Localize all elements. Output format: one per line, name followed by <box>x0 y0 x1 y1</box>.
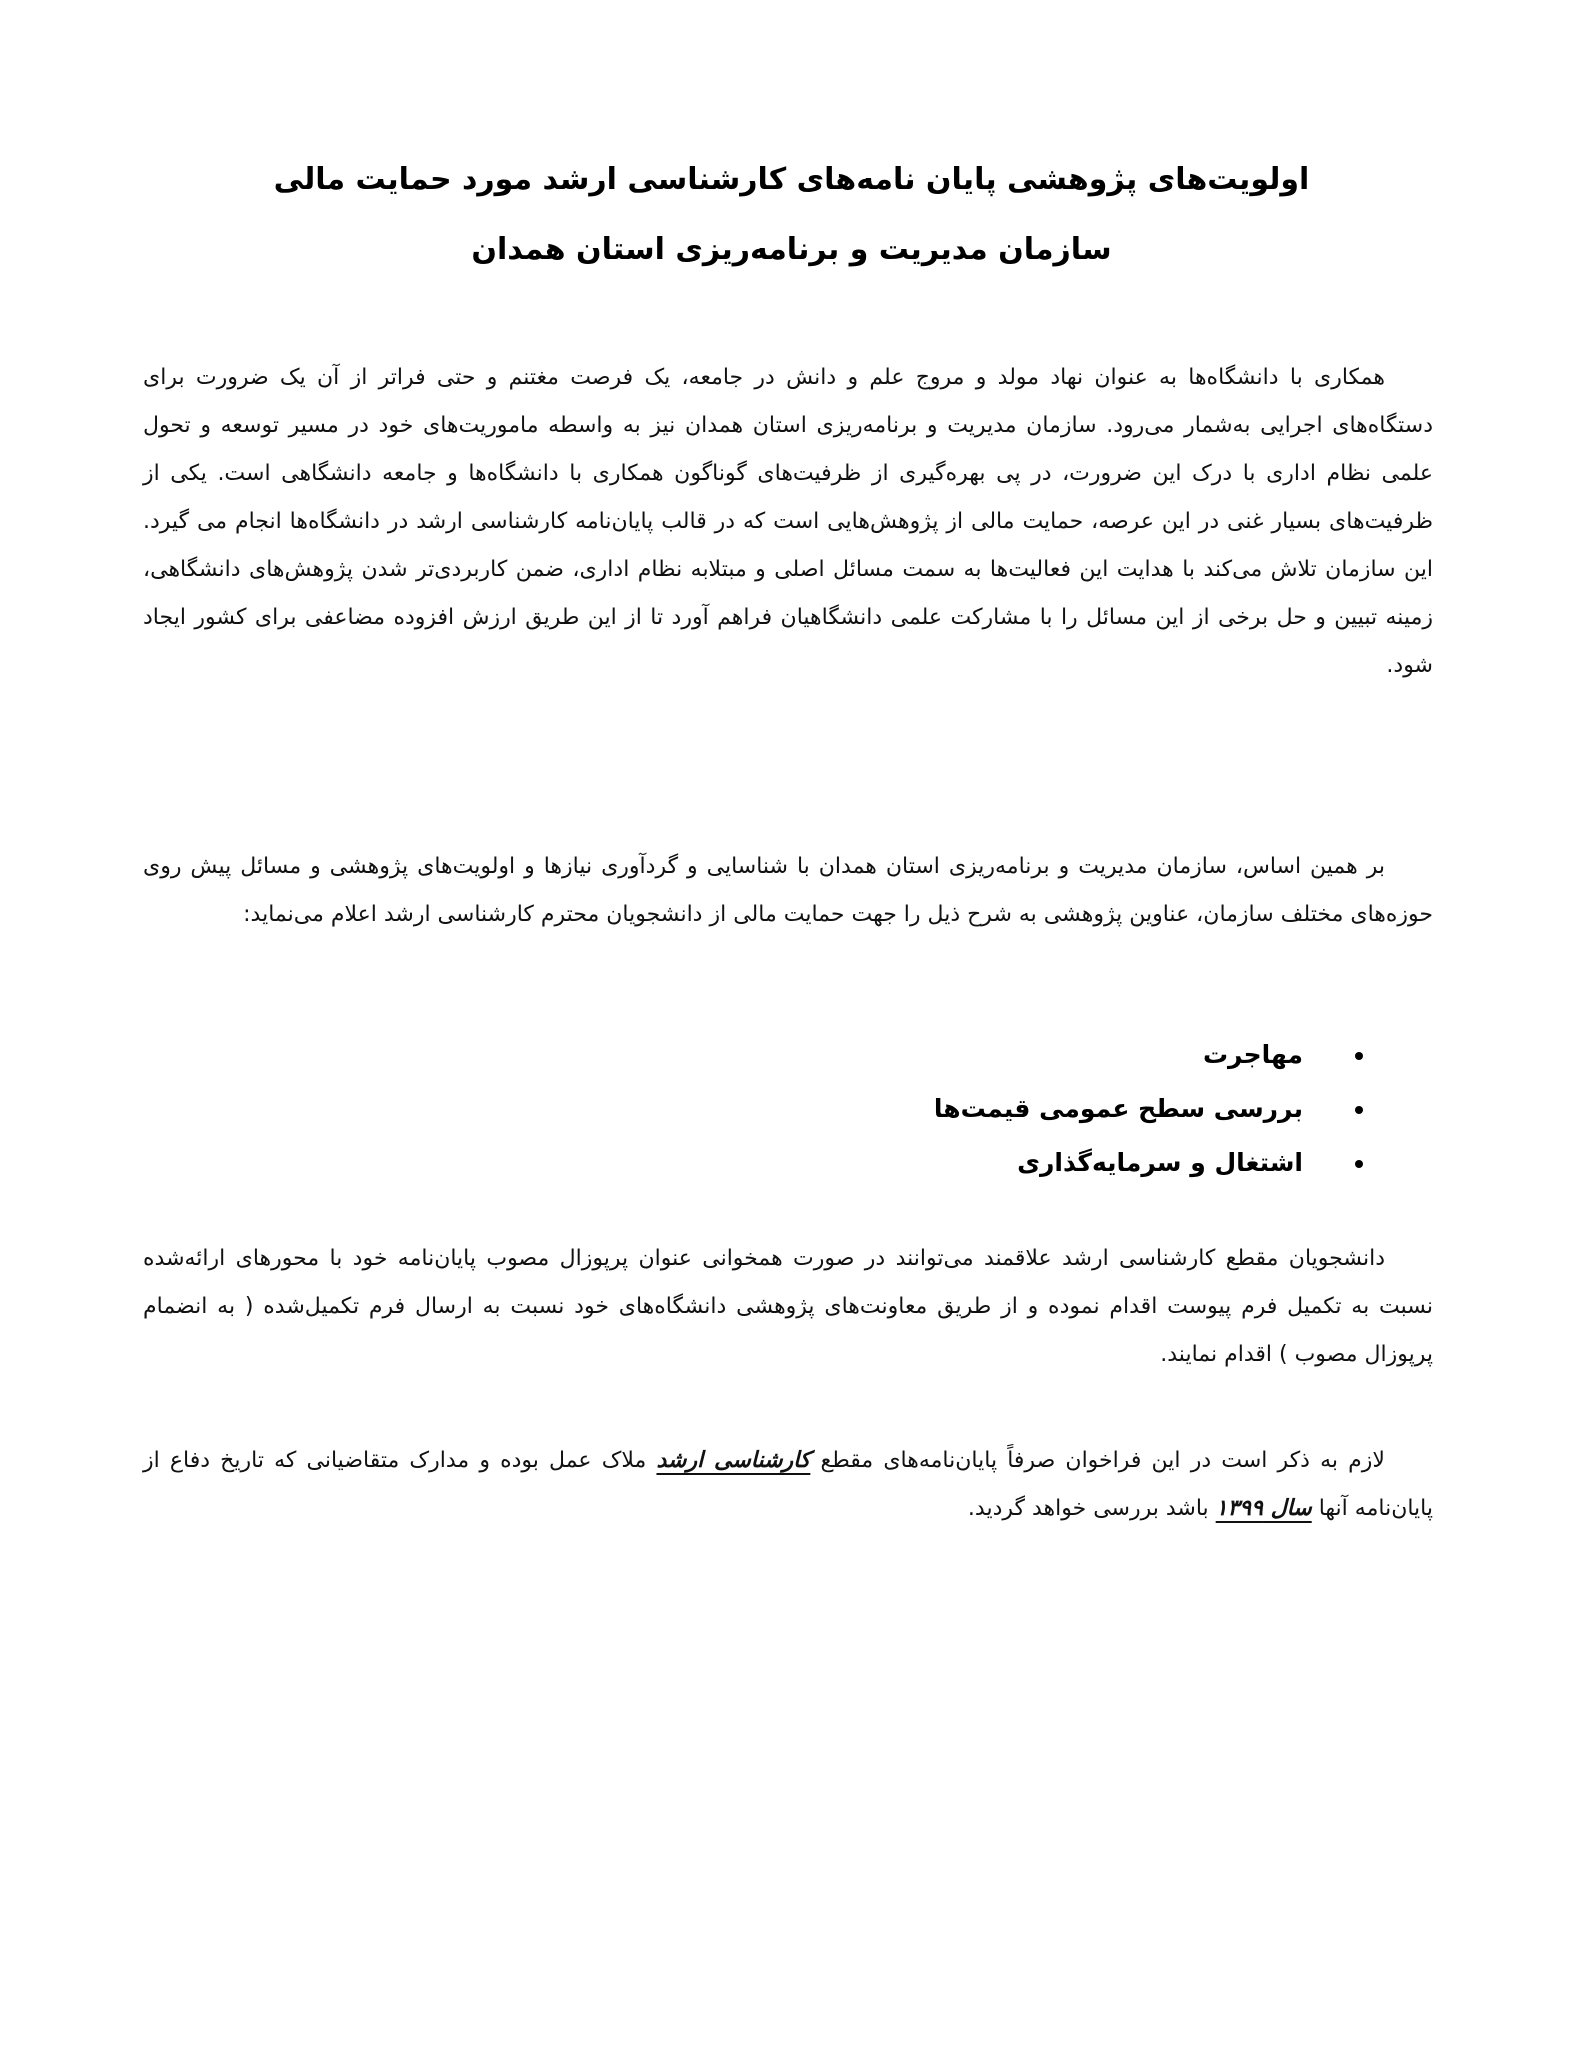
announcement-paragraph: بر همین اساس، سازمان مدیریت و برنامه‌ریزی استان همدان با شناسایی و گردآوری نیازها و اولویت‌های پژوهشی و مسائل پیش روی حوزه‌های مختلف سازمان، عناوین پژوهشی به شرح ذیل را جهت حمایت مالی از دانشجویان محترم کارشناسی ارشد اعلام می‌نماید: <box>143 854 1433 927</box>
intro-paragraph-container <box>143 354 1433 690</box>
note-text-part-3: باشد بررسی خواهد گردید. <box>967 1496 1216 1521</box>
note-text-part-1: لازم به ذکر است در این فراخوان صرفاً پایان‌نامه‌های مقطع <box>810 1448 1385 1473</box>
defense-year-emphasis: سال ۱۳۹۹ <box>1215 1496 1312 1521</box>
research-topic-label: مهاجرت <box>1202 1040 1303 1069</box>
note-text-part-2: ملاک عمل بوده و مدارک متقاضیانی که تاریخ دفاع از پایان‌نامه آنها <box>143 1448 1433 1521</box>
research-topic-item <box>563 1028 1363 1082</box>
research-topics-list <box>563 1028 1363 1190</box>
instructions-paragraph-container <box>143 1235 1433 1379</box>
degree-level-emphasis: کارشناسی ارشد <box>656 1448 811 1473</box>
research-topic-label: بررسی سطح عمومی قیمت‌ها <box>933 1094 1303 1123</box>
bullet-icon <box>1355 1052 1363 1060</box>
research-topic-label: اشتغال و سرمایه‌گذاری <box>1017 1148 1303 1177</box>
note-paragraph <box>143 1437 1433 1533</box>
announcement-paragraph-container <box>143 843 1433 939</box>
bullet-icon <box>1355 1160 1363 1168</box>
intro-paragraph: همکاری با دانشگاه‌ها به عنوان نهاد مولد و مروج علم و دانش در جامعه، یک فرصت مغتنم و حتی فراتر از آن یک ضرورت برای دستگاه‌های اجرایی به‌شمار می‌رود. سازمان مدیریت و برنامه‌ریزی استان همدان نیز به واسطه ماموریت‌های خود در مسیر توسعه و تحول علمی نظام اداری با درک این ضرورت، در پی بهره‌گیری از ظرفیت‌های گوناگون همکاری با دانشگاه‌ها و جامعه دانشگاهی است. یکی از ظرفیت‌های بسیار غنی در این عرصه، حمایت مالی از پژوهش‌هایی است که در قالب پایان‌نامه کارشناسی ارشد در دانشگاه‌ها انجام می گیرد. این سازمان تلاش می‌کند با هدایت این فعالیت‌ها به سمت مسائل اصلی و مبتلابه نظام اداری، ضمن کاربردی‌تر شدن پژوهش‌های دانشگاهی، زمینه تبیین و حل برخی از این مسائل را با مشارکت علمی دانشگاهیان فراهم آورد تا از این طریق ارزش افزوده مضاعفی برای کشور ایجاد شود. <box>143 365 1433 678</box>
bullet-icon <box>1355 1106 1363 1114</box>
instructions-paragraph: دانشجویان مقطع کارشناسی ارشد علاقمند می‌توانند در صورت همخوانی عنوان پرپوزال مصوب پایان‌نامه خود با محورهای ارائه‌شده نسبت به تکمیل فرم پیوست اقدام نموده و از طریق معاونت‌های پژوهشی دانشگاه‌های خود نسبت به ارسال فرم تکمیل‌شده ( به انضمام پرپوزال مصوب ) اقدام نمایند. <box>143 1246 1433 1367</box>
document-title-line-1: اولویت‌های پژوهشی پایان نامه‌های کارشناسی ارشد مورد حمایت مالی <box>273 162 1310 197</box>
research-topic-item <box>563 1082 1363 1136</box>
document-title-line-2: سازمان مدیریت و برنامه‌ریزی استان همدان <box>471 232 1112 267</box>
note-paragraph-container <box>143 1437 1433 1533</box>
research-topic-item <box>563 1136 1363 1190</box>
